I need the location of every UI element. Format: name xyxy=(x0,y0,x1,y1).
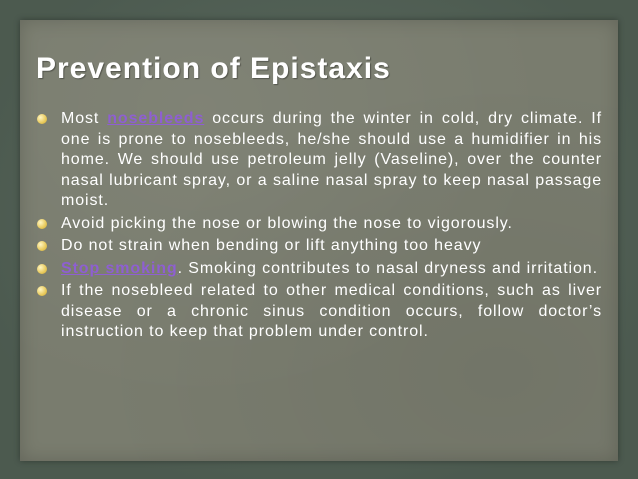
bullet-dot-icon xyxy=(37,264,47,274)
bullet-dot-icon xyxy=(37,219,47,229)
bullet-dot-icon xyxy=(37,114,47,124)
bullet-text: Do not strain when bending or lift anything too heavy xyxy=(61,237,482,254)
bullet-text: Avoid picking the nose or blowing the nose to vigorously. xyxy=(61,214,513,232)
bullet-text-pre: Most xyxy=(61,110,108,127)
bullet-text-post: . Smoking contributes to nasal dryness and irritation. xyxy=(177,259,598,277)
bullet-item-medical-conditions xyxy=(36,281,602,343)
bullet-item-nosebleeds xyxy=(36,109,602,212)
bullet-list xyxy=(36,109,602,345)
bullet-item-do-not-strain xyxy=(36,236,602,257)
slide-title: Prevention of Epistaxis xyxy=(36,52,391,85)
nosebleeds-link[interactable]: nosebleeds xyxy=(107,110,205,127)
stop-smoking-link[interactable]: Stop smoking xyxy=(61,259,178,277)
bullet-text: If the nosebleed related to other medical conditions, such as liver disease or a chronic sinus condition occurs, follow doctor’s instruction to keep that problem under control. xyxy=(61,282,602,340)
bullet-text-post: occurs during the winter in cold, dry climate. If one is prone to nosebleeds, he/she should use a humidifier in his home. We should use petroleum jelly (Vaseline), over the counter nasal lubricant spray, or a saline nasal spray to keep nasal passage moist. xyxy=(61,110,602,209)
bullet-dot-icon xyxy=(37,286,47,296)
bullet-item-stop-smoking xyxy=(36,259,602,280)
bullet-dot-icon xyxy=(37,241,47,251)
bullet-item-avoid-picking xyxy=(36,214,602,235)
